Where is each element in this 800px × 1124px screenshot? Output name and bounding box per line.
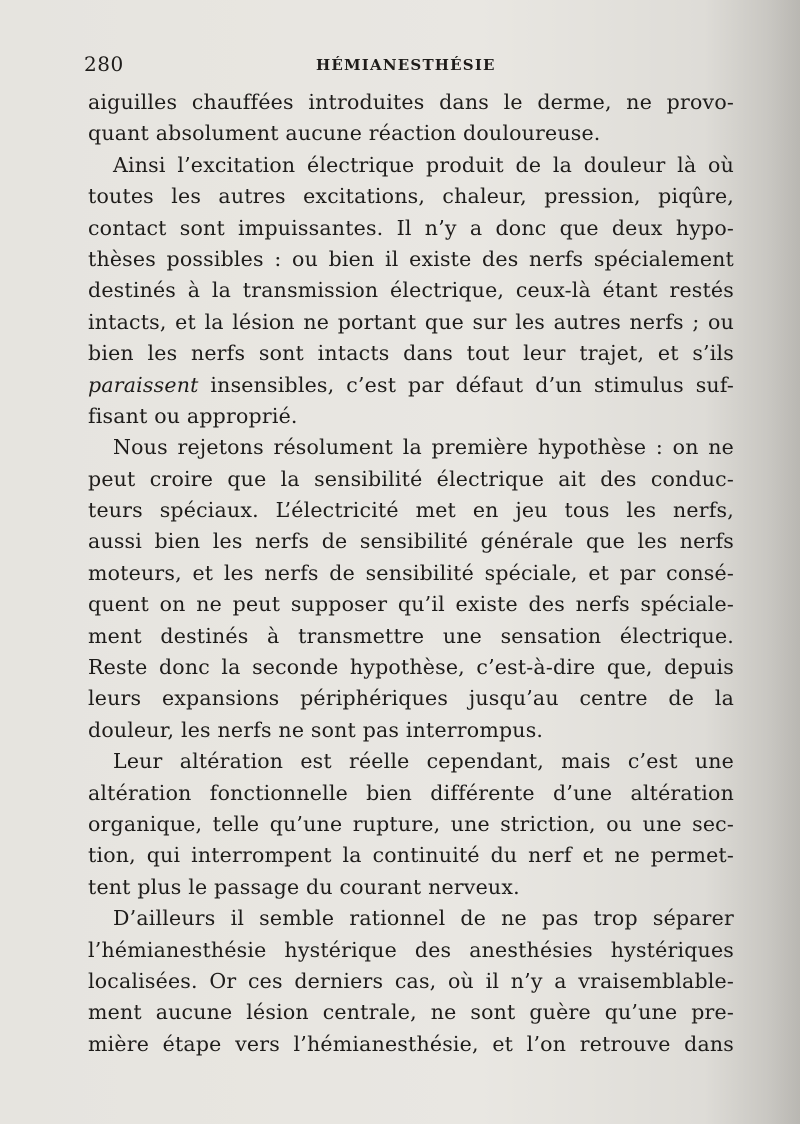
text-line: Reste donc la seconde hypothèse, c’est-à-dire que, depuis <box>88 655 734 680</box>
text-line: organique, telle qu’une rupture, une striction, ou une sec- <box>88 811 734 836</box>
body-text <box>88 87 734 1060</box>
text-line-rest: insensibles, c’est par défaut d’un stimulus suf- <box>198 372 734 397</box>
text-line: destinés à la transmission électrique, ceux-là étant restés <box>88 278 734 303</box>
text-line: leurs expansions périphériques jusqu’au centre de la <box>88 686 734 711</box>
text-line: quant absolument aucune réaction douloureuse. <box>88 121 601 146</box>
text-line: peut croire que la sensibilité électrique ait des conduc- <box>88 466 734 491</box>
text-line: aiguilles chauffées introduites dans le derme, ne provo- <box>88 90 734 114</box>
text-line: contact sont impuissantes. Il n’y a donc que deux hypo- <box>88 215 734 240</box>
text-line: intacts, et la lésion ne portant que sur les autres nerfs ; ou <box>88 309 734 334</box>
text-line: Leur altération est réelle cependant, mais c’est une <box>113 749 734 774</box>
text-line: ment destinés à transmettre une sensation électrique. <box>88 623 734 648</box>
text-line: Ainsi l’excitation électrique produit de la douleur là où <box>113 152 734 177</box>
page-header <box>84 52 740 80</box>
text-line: toutes les autres excitations, chaleur, pression, piqûre, <box>88 184 734 209</box>
page-number: 280 <box>84 52 124 76</box>
text-line: tion, qui interrompent la continuité du nerf et ne permet- <box>88 843 734 868</box>
text-line: thèses possibles : ou bien il existe des nerfs spécialement <box>88 246 734 271</box>
italic-word: paraissent <box>88 372 199 397</box>
text-line <box>88 370 734 401</box>
text-line: moteurs, et les nerfs de sensibilité spéciale, et par consé- <box>88 560 734 585</box>
text-line: ment aucune lésion centrale, ne sont guère qu’une pre- <box>88 1000 734 1025</box>
running-title: HÉMIANESTHÉSIE <box>316 56 496 74</box>
text-line: fisant ou approprié. <box>88 403 298 428</box>
text-line: tent plus le passage du courant nerveux. <box>88 874 520 899</box>
text-line: bien les nerfs sont intacts dans tout leur trajet, et s’ils <box>88 341 734 366</box>
text-line: altération fonctionnelle bien différente d’une altération <box>88 780 734 805</box>
text-line: teurs spéciaux. L’électricité met en jeu tous les nerfs, <box>88 498 734 523</box>
text-line: quent on ne peut supposer qu’il existe des nerfs spéciale- <box>88 592 734 617</box>
text-line: aussi bien les nerfs de sensibilité générale que les nerfs <box>88 529 734 554</box>
text-line: localisées. Or ces derniers cas, où il n’y a vraisemblable- <box>88 968 734 993</box>
text-line: douleur, les nerfs ne sont pas interrompus. <box>88 717 544 742</box>
text-line: l’hémianesthésie hystérique des anesthésies hystériques <box>88 937 734 962</box>
text-line: Nous rejetons résolument la première hypothèse : on ne <box>113 435 734 460</box>
text-line: mière étape vers l’hémianesthésie, et l’on retrouve dans <box>88 1031 734 1056</box>
text-line: D’ailleurs il semble rationnel de ne pas trop séparer <box>113 906 734 931</box>
